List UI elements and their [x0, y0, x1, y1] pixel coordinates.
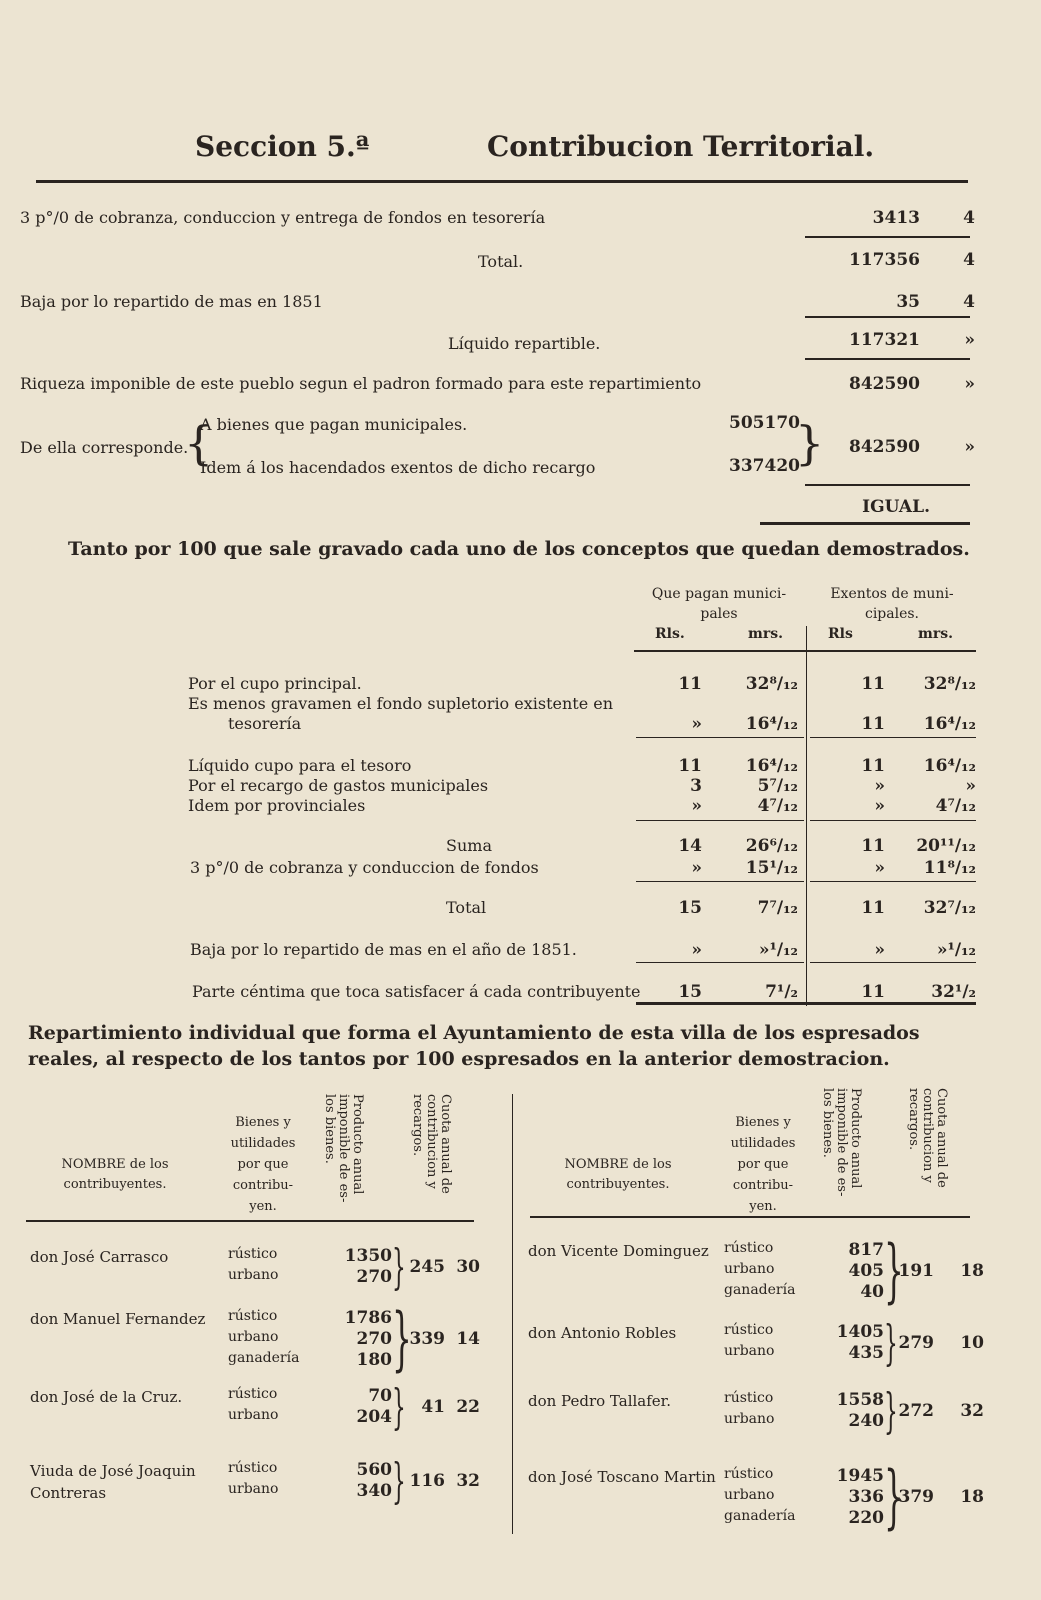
- tanto-row-b-mrs: 16⁴/₁₂: [923, 756, 976, 776]
- tanto-row-b-mrs: »¹/₁₂: [936, 940, 976, 960]
- contributor-name: don Vicente Dominguez: [528, 1242, 709, 1260]
- tanto-row-a-mrs: 7⁷/₁₂: [757, 898, 798, 918]
- property-value: 40: [860, 1282, 884, 1302]
- tanto-row-b-mrs: 32⁸/₁₂: [923, 674, 976, 694]
- col-bienes: Bienes y utilidades por que contribu- yen.: [230, 1115, 296, 1214]
- tanto-row-label: 3 p°/0 de cobranza y conduccion de fondos: [190, 858, 539, 877]
- tanto-row-b-mrs: 11⁸/₁₂: [923, 858, 976, 878]
- tanto-row-b-mrs: 20¹¹/₁₂: [916, 836, 976, 856]
- property-type: rústico: [228, 1460, 278, 1476]
- tanto-row-a-mrs: 7¹/₂: [765, 982, 798, 1002]
- property-value: 336: [848, 1487, 884, 1507]
- property-type: rústico: [228, 1308, 278, 1324]
- tanto-row-label: Idem por provinciales: [188, 796, 366, 815]
- property-value: 70: [368, 1386, 392, 1406]
- property-value: 340: [356, 1481, 392, 1501]
- tanto-row-a-mrs: »¹/₁₂: [758, 940, 798, 960]
- rule: [636, 1002, 976, 1005]
- col-producto: Producto anual imponible de es- los bienes.: [322, 1094, 365, 1203]
- col-exentos: Exentos de muni- cipales.: [830, 586, 954, 622]
- brace-symbol: }: [392, 1379, 406, 1435]
- property-value: 270: [356, 1267, 392, 1287]
- property-type: rústico: [724, 1390, 774, 1406]
- rule: [636, 881, 804, 882]
- property-value: 817: [848, 1240, 884, 1260]
- reparto-heading: Repartimiento individual que forma el Ayuntamiento de esta villa de los espresados reales, al respecto de los tantos por 100 espresados en la anterior demostracion.: [28, 1022, 920, 1070]
- cuota-rs: 245: [409, 1256, 445, 1277]
- cuota-mrs: 32: [456, 1470, 480, 1491]
- tanto-row-a-rls: 3: [690, 776, 702, 796]
- corresponde-total: 842590: [849, 437, 920, 457]
- tanto-row-a-rls: 15: [678, 982, 702, 1002]
- rule: [636, 820, 804, 821]
- rule: [805, 358, 970, 360]
- tanto-row-b-rls: 11: [861, 898, 885, 918]
- total-mrs: 4: [963, 250, 975, 270]
- tanto-row-a-mrs: 16⁴/₁₂: [745, 756, 798, 776]
- brace-symbol: }: [884, 1383, 898, 1439]
- property-type: rústico: [724, 1466, 774, 1482]
- brace-symbol: }: [884, 1457, 904, 1537]
- contributor-name: don José Carrasco: [30, 1248, 169, 1266]
- sub-rls-b: Rls: [828, 626, 853, 642]
- rule: [636, 962, 804, 963]
- brace-symbol: }: [795, 416, 825, 470]
- rule: [530, 1216, 970, 1218]
- tanto-row-b-rls: »: [874, 796, 885, 816]
- cuota-rs: 116: [409, 1470, 445, 1491]
- tanto-row-a-rls: 15: [678, 898, 702, 918]
- header-rule: [36, 180, 968, 183]
- col-nombre-right: NOMBRE de los contribuyentes.: [564, 1157, 672, 1192]
- sub-mrs-b: mrs.: [918, 626, 953, 642]
- rule: [760, 522, 970, 525]
- tanto-row-a-rls: 11: [678, 674, 702, 694]
- cuota-rs: 339: [409, 1329, 445, 1349]
- liquido-rs: 117321: [849, 330, 920, 350]
- col-que-pagan: Que pagan munici- pales: [651, 586, 787, 622]
- contributor-name: don José de la Cruz.: [30, 1388, 183, 1406]
- tanto-row-a-rls: 14: [678, 836, 702, 856]
- contributor-name: Viuda de José Joaquin Contreras: [30, 1462, 196, 1502]
- cuota-rs: 41: [421, 1396, 445, 1417]
- rule: [634, 650, 976, 652]
- brace-symbol: }: [392, 1239, 406, 1295]
- total-rs: 117356: [849, 250, 920, 270]
- cobranza-rs: 3413: [872, 208, 920, 228]
- property-type: urbano: [724, 1411, 775, 1427]
- property-value: 220: [848, 1508, 884, 1528]
- sub-mrs-a: mrs.: [748, 626, 783, 642]
- page-column-divider: [512, 1094, 513, 1534]
- cuota-mrs: 22: [456, 1396, 480, 1417]
- rule: [810, 737, 976, 738]
- property-type: urbano: [724, 1343, 775, 1359]
- rule: [810, 962, 976, 963]
- property-type: rústico: [228, 1246, 278, 1262]
- property-value: 1558: [836, 1390, 884, 1410]
- tanto-row-b-rls: »: [874, 776, 885, 796]
- corresponde-total-mrs: »: [964, 437, 975, 457]
- property-type: urbano: [228, 1329, 279, 1345]
- baja-label: Baja por lo repartido de mas en 1851: [20, 292, 323, 311]
- riqueza-mrs: »: [964, 374, 975, 394]
- baja-rs: 35: [896, 292, 920, 312]
- section-label: Seccion 5.ª: [195, 130, 370, 163]
- cuota-rs: 279: [898, 1332, 934, 1353]
- property-type: urbano: [228, 1481, 279, 1497]
- property-type: rústico: [228, 1386, 278, 1402]
- contributor-name: don Pedro Tallafer.: [528, 1392, 671, 1410]
- col-bienes-right: Bienes y utilidades por que contribu- yen.: [730, 1115, 796, 1214]
- tanto-row-b-rls: »: [874, 858, 885, 878]
- tanto-row-b-rls: 11: [861, 714, 885, 734]
- tanto-row-b-rls: »: [874, 940, 885, 960]
- sub-rls-a: Rls.: [655, 626, 685, 642]
- bienes-municipales-label: A bienes que pagan municipales.: [200, 415, 468, 434]
- property-value: 204: [356, 1407, 392, 1427]
- cuota-mrs: 30: [456, 1256, 480, 1277]
- col-nombre: NOMBRE de los contribuyentes.: [61, 1157, 169, 1192]
- property-type: rústico: [724, 1240, 774, 1256]
- baja-mrs: 4: [963, 292, 975, 312]
- rule: [26, 1220, 474, 1222]
- tanto-row-label: tesorería: [228, 714, 302, 733]
- hacendados-exentos-val: 337420: [729, 456, 800, 476]
- cuota-rs: 272: [898, 1400, 934, 1421]
- total-label: Total.: [478, 252, 524, 271]
- col-cuota: Cuota anual de contribucion y recargos.: [410, 1094, 453, 1194]
- tanto-row-a-mrs: 5⁷/₁₂: [757, 776, 798, 796]
- tanto-row-a-mrs: 4⁷/₁₂: [757, 796, 798, 816]
- riqueza-rs: 842590: [849, 374, 920, 394]
- tanto-row-label: Por el cupo principal.: [188, 674, 362, 693]
- property-value: 560: [356, 1460, 392, 1480]
- property-value: 1945: [836, 1466, 884, 1486]
- tanto-row-a-mrs: 32⁸/₁₂: [745, 674, 798, 694]
- cuota-mrs: 14: [456, 1329, 480, 1349]
- property-type: urbano: [724, 1261, 775, 1277]
- tanto-row-a-rls: 11: [678, 756, 702, 776]
- brace-symbol: }: [884, 1315, 898, 1371]
- tanto-row-b-rls: 11: [861, 674, 885, 694]
- tanto-row-label: Líquido cupo para el tesoro: [188, 756, 412, 775]
- page-title: Contribucion Territorial.: [487, 130, 875, 163]
- property-type: ganadería: [228, 1350, 300, 1366]
- tanto-row-b-mrs: 32⁷/₁₂: [923, 898, 976, 918]
- rule: [805, 236, 970, 238]
- tanto-row-b-rls: 11: [861, 756, 885, 776]
- tanto-row-a-rls: »: [691, 796, 702, 816]
- rule: [810, 820, 976, 821]
- cobranza-mrs: 4: [963, 208, 975, 228]
- property-type: urbano: [228, 1407, 279, 1423]
- cuota-rs: 379: [898, 1487, 934, 1507]
- contributor-name: don José Toscano Martin: [528, 1468, 716, 1486]
- tanto-heading: Tanto por 100 que sale gravado cada uno de los conceptos que quedan demostrados.: [68, 538, 970, 560]
- property-value: 240: [848, 1411, 884, 1431]
- brace-symbol: }: [392, 1299, 412, 1379]
- rule: [805, 484, 970, 486]
- cuota-rs: 191: [898, 1261, 934, 1281]
- tanto-row-b-rls: 11: [861, 982, 885, 1002]
- tanto-row-a-rls: »: [691, 940, 702, 960]
- property-value: 1350: [344, 1246, 392, 1266]
- property-type: urbano: [724, 1487, 775, 1503]
- col-producto-right: Producto anual imponible de es- los bienes.: [820, 1088, 863, 1197]
- igual-label: IGUAL.: [862, 497, 930, 517]
- brace-symbol: {: [184, 416, 214, 470]
- rule: [636, 737, 804, 738]
- tanto-row-b-mrs: »: [965, 776, 976, 796]
- tanto-row-a-mrs: 16⁴/₁₂: [745, 714, 798, 734]
- hacendados-exentos-label: Idem á los hacendados exentos de dicho recargo: [200, 458, 596, 477]
- property-type: urbano: [228, 1267, 279, 1283]
- property-value: 405: [848, 1261, 884, 1281]
- tanto-row-label: Por el recargo de gastos municipales: [188, 776, 489, 795]
- brace-symbol: }: [884, 1231, 904, 1311]
- property-value: 270: [356, 1329, 392, 1349]
- tanto-row-b-mrs: 32¹/₂: [931, 982, 976, 1002]
- tanto-row-label: Parte céntima que toca satisfacer á cada contribuyente: [192, 982, 641, 1001]
- contributor-name: don Manuel Fernandez: [30, 1310, 206, 1328]
- rule: [805, 316, 970, 318]
- liquido-label: Líquido repartible.: [448, 334, 601, 353]
- contributor-name: don Antonio Robles: [528, 1324, 677, 1342]
- bienes-municipales-val: 505170: [729, 413, 800, 433]
- property-type: rústico: [724, 1322, 774, 1338]
- tanto-row-a-rls: »: [691, 858, 702, 878]
- tanto-row-label: Suma: [446, 836, 492, 855]
- column-divider: [806, 626, 807, 1006]
- brace-symbol: }: [392, 1453, 406, 1509]
- tanto-row-b-mrs: 16⁴/₁₂: [923, 714, 976, 734]
- riqueza-label: Riqueza imponible de este pueblo segun el padron formado para este repartimiento: [20, 374, 702, 393]
- tanto-row-b-mrs: 4⁷/₁₂: [935, 796, 976, 816]
- cuota-mrs: 32: [960, 1400, 984, 1421]
- col-cuota-right: Cuota anual de contribucion y recargos.: [906, 1088, 949, 1188]
- tanto-row-label: Total: [446, 898, 487, 917]
- rule: [810, 881, 976, 882]
- corresponde-label: De ella corresponde.: [20, 438, 189, 457]
- property-value: 1405: [836, 1322, 884, 1342]
- cobranza-label: 3 p°/0 de cobranza, conduccion y entrega de fondos en tesorería: [20, 208, 546, 227]
- cuota-mrs: 18: [960, 1487, 984, 1507]
- tanto-row-b-rls: 11: [861, 836, 885, 856]
- tanto-row-a-mrs: 15¹/₁₂: [745, 858, 798, 878]
- property-value: 180: [356, 1350, 392, 1370]
- property-type: ganadería: [724, 1282, 796, 1298]
- property-type: ganadería: [724, 1508, 796, 1524]
- tanto-row-a-rls: »: [691, 714, 702, 734]
- cuota-mrs: 18: [960, 1261, 984, 1281]
- property-value: 435: [848, 1343, 884, 1363]
- tanto-row-label: Es menos gravamen el fondo supletorio existente en: [188, 694, 614, 713]
- tanto-row-a-mrs: 26⁶/₁₂: [745, 836, 798, 856]
- property-value: 1786: [344, 1308, 392, 1328]
- liquido-mrs: »: [964, 330, 975, 350]
- tanto-row-label: Baja por lo repartido de mas en el año de 1851.: [190, 940, 577, 959]
- cuota-mrs: 10: [960, 1332, 984, 1353]
